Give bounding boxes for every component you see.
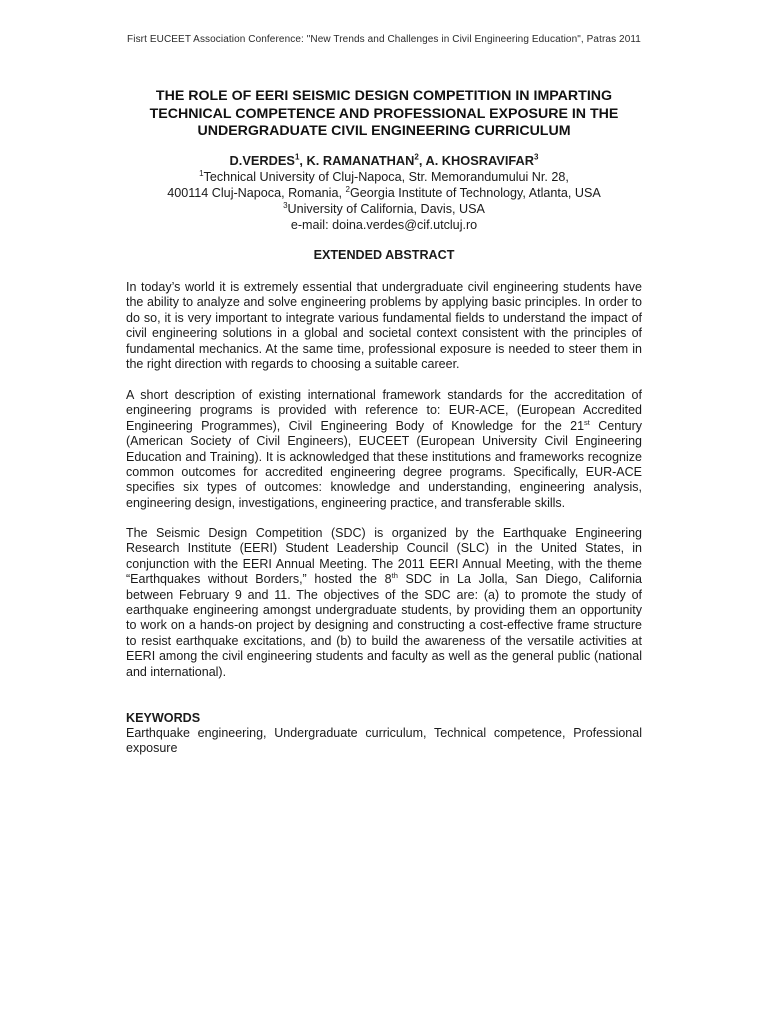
title-line-2: TECHNICAL COMPETENCE AND PROFESSIONAL EXPOSURE IN THE (149, 105, 619, 122)
author-list: D.VERDES$^1$, K. RAMANATHAN$^2$, A. KHOSRAVIFAR$^3$ (229, 152, 539, 168)
abstract-paragraph-1: In today’s world it is extremely essential that undergraduate civil engineering students have the ability to analyze and solve engineering problems by applying basic principles. In order to do so, it is very important to integrate various fundamental fields to understand the impact of civil engineering solutions in a global and societal context consistent with the principles of fundamental mechanics. At the same time, professional exposure is needed to steer them in the right direction with regards to choosing a suitable career. (126, 280, 642, 372)
affiliation-1: $^1$Technical University of Cluj-Napoca, Str. Memorandumului Nr. 28, (199, 168, 569, 184)
authors-block (100, 153, 668, 233)
title-line-3: UNDERGRADUATE CIVIL ENGINEERING CURRICULUM (197, 123, 571, 139)
abstract-paragraph-2: A short description of existing international framework standards for the accreditation of engineering programs is provided with reference to: EUR-ACE, (European Accredited Engineering Programmes), Civil Engineering Body of Knowledge for the 21st Century (American Society of Civil Engineers), EUCEET (European University Civil Engineering Education and Training). It is acknowledged that these institutions and frameworks recognize common outcomes for accredited engineering degree programs. Specifically, EUR-ACE specifies six types of outcomes: knowledge and understanding, engineering analysis, engineering design, investigations, engineering practice, and transferable skills. (126, 388, 642, 510)
author-sup: 3 (534, 152, 539, 162)
running-header: Fisrt EUCEET Association Conference: "New Trends and Challenges in Civil Engineering Education", Patras 2011 (127, 34, 641, 45)
contact-email: e-mail: doina.verdes@cif.utcluj.ro (290, 218, 478, 232)
affiliation-3: $^3$University of California, Davis, USA (283, 200, 485, 216)
abstract-paragraph-3: The Seismic Design Competition (SDC) is organized by the Earthquake Engineering Research Institute (EERI) Student Leadership Council (SLC) in the United States, in conjunction with the EERI Annual Meeting. The 2011 EERI Annual Meeting, with the theme “Earthquakes without Borders,” hosted the 8th SDC in La Jolla, San Diego, California between February 9 and 11. The objectives of the SDC are: (a) to promote the study of earthquake engineering amongst undergraduate students, by providing them an opportunity to work on a hands-on project by designing and constructing a cost-effective frame structure to resist earthquake excitations, and (b) to build the awareness of the versatile activities at EERI among the civil engineering students and faculty as well as the general public (national and international). (126, 526, 642, 679)
affiliation-1-2: 400114 Cluj-Napoca, Romania, $^2$Georgia Institute of Technology, Atlanta, USA (167, 184, 601, 200)
author-name: K. RAMANATHAN (306, 153, 415, 168)
paper-title (110, 88, 658, 141)
author-name: D.VERDES (229, 153, 295, 168)
author-name: A. KHOSRAVIFAR (425, 153, 534, 168)
title-line-1: THE ROLE OF EERI SEISMIC DESIGN COMPETITION IN IMPARTING (155, 88, 613, 104)
keywords-heading: KEYWORDS (126, 711, 201, 725)
author-sup: 1 (294, 152, 300, 162)
section-heading: EXTENDED ABSTRACT (313, 248, 455, 262)
author-sup: 2 (414, 152, 419, 162)
keywords-text: Earthquake engineering, Undergraduate curriculum, Technical competence, Professional exposure (126, 726, 642, 756)
